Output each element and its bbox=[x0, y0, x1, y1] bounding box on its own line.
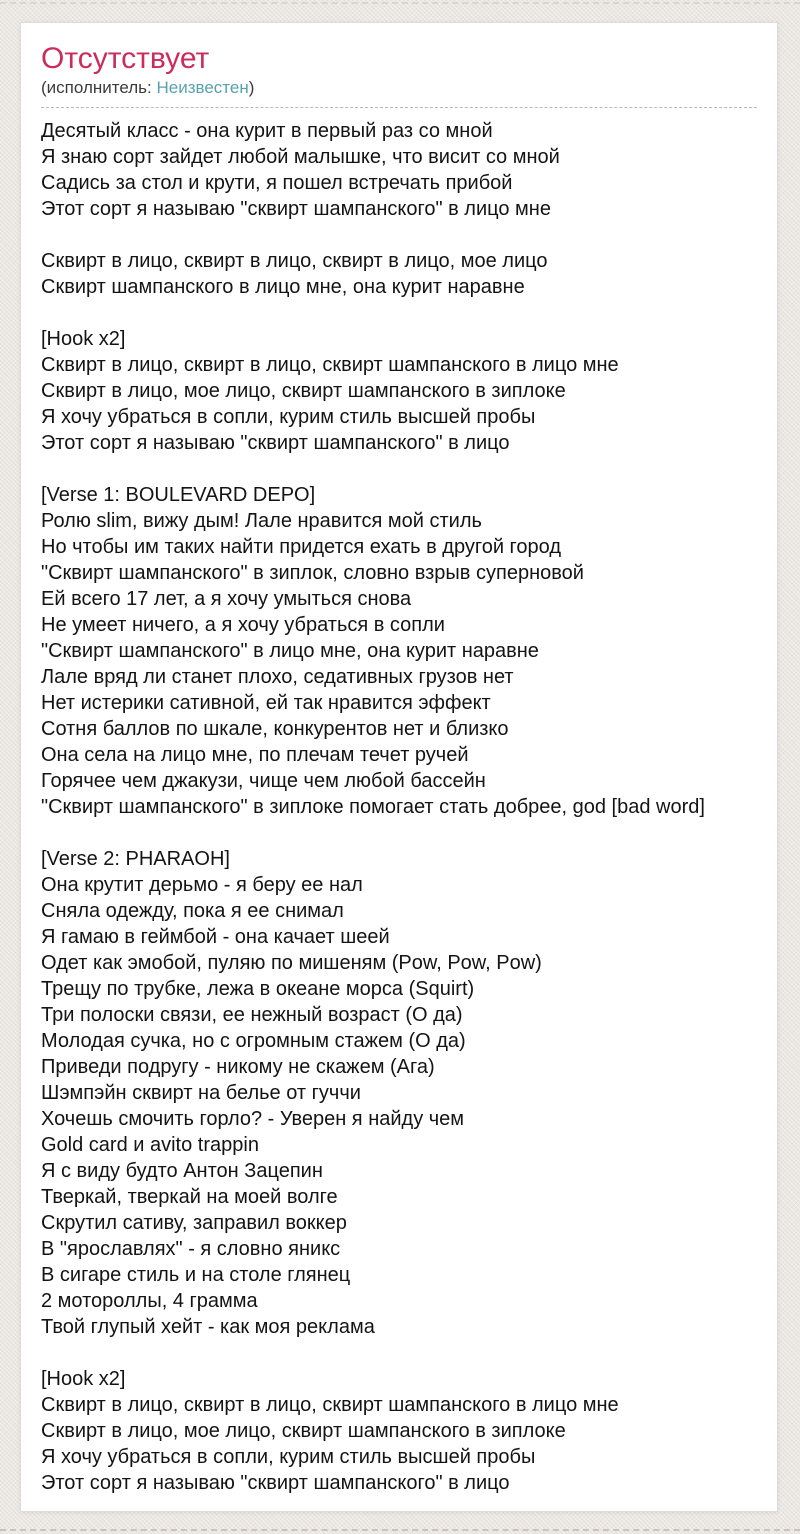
song-header bbox=[41, 43, 757, 108]
artist-label-prefix: (исполнитель: bbox=[41, 77, 152, 97]
top-divider bbox=[0, 2, 800, 4]
lyrics-text: Десятый класс - она курит в первый раз со мной Я знаю сорт зайдет любой малышке, что висит со мной Садись за стол и крути, я пошел встречать прибой Этот сорт я называю "сквирт шампанского" в лицо мне Сквирт в лицо, сквирт в лицо, сквирт в лицо, мое лицо Сквирт шампанского в лицо мне, она курит наравне [Hook x2] Сквирт в лицо, сквирт в лицо, сквирт шампанского в лицо мне Сквирт в лицо, мое лицо, сквирт шампанского в зиплоке Я хочу убраться в сопли, курим стиль высшей пробы Этот сорт я называю "сквирт шампанского" в лицо [Verse 1: BOULEVARD DEPO] Ролю slim, вижу дым! Лале нравится мой стиль Но чтобы им таких найти придется ехать в другой город "Сквирт шампанского" в зиплок, словно взрыв суперновой Ей всего 17 лет, а я хочу умыться снова Не умеет ничего, а я хочу убраться в сопли "Сквирт шампанского" в лицо мне, она курит наравне Лале вряд ли станет плохо, седативных грузов нет Нет истерики сативной, ей так нравится эффект Сотня баллов по шкале, конкурентов нет и близко Она села на лицо мне, по плечам течет ручей Горячее чем джакузи, чище чем любой бассейн "Сквирт шампанского" в зиплоке помогает стать добрее, god [bad word] [Verse 2: PHARAOH] Она крутит дерьмо - я беру ее нал Сняла одежду, пока я ее снимал Я гамаю в геймбой - она качает шеей Одет как эмобой, пуляю по мишеням (Pow, Pow, Pow) Трещу по трубке, лежа в океане морса (Squirt) Три полоски связи, ее нежный возраст (О да) Молодая сучка, но с огромным стажем (О да) Приведи подругу - никому не скажем (Ага) Шэмпэйн сквирт на белье от гуччи Хочешь смочить горло? - Уверен я найду чем Gold card и avito trappin Я с виду будто Антон Зацепин Тверкай, тверкай на моей волге Скрутил сативу, заправил воккер В "ярославлях" - я словно яникс В сигаре стиль и на столе глянец 2 мотороллы, 4 грамма Твой глупый хейт - как моя реклама [Hook x2] Сквирт в лицо, сквирт в лицо, сквирт шампанского в лицо мне Сквирт в лицо, мое лицо, сквирт шампанского в зиплоке Я хочу убраться в сопли, курим стиль высшей пробы Этот сорт я называю "сквирт шампанского" в лицо bbox=[41, 119, 705, 1494]
artist-label-suffix: ) bbox=[248, 77, 255, 97]
bottom-divider bbox=[0, 1529, 800, 1531]
song-title: Отсутствует bbox=[41, 42, 210, 75]
lyrics-card bbox=[20, 22, 778, 1512]
artist-line bbox=[41, 78, 757, 108]
artist-link[interactable]: Неизвестен bbox=[156, 77, 249, 97]
